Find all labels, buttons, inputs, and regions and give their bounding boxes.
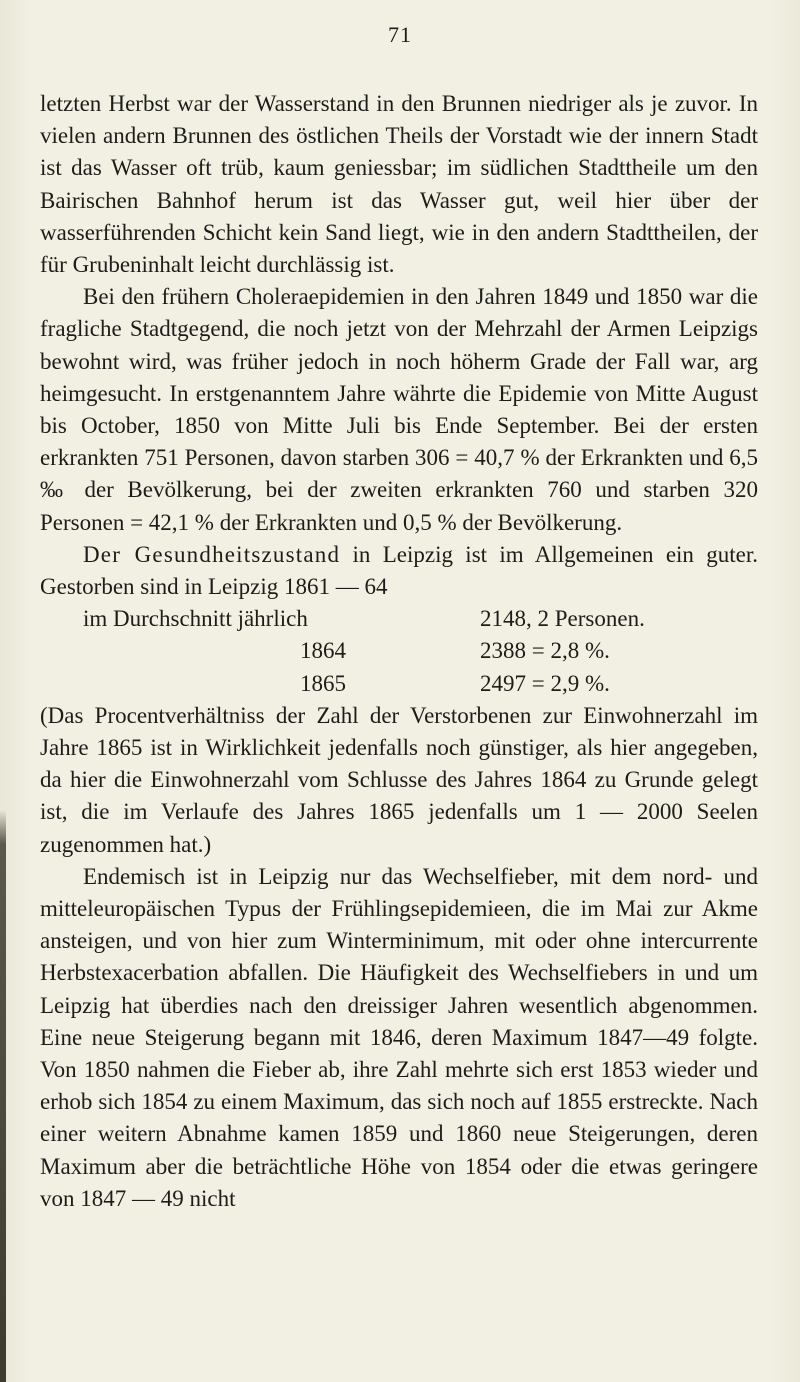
page-edge-shadow: [0, 810, 6, 1382]
mortality-row: [40, 603, 758, 635]
paragraph-note: (Das Procentverhältniss der Zahl der Verstorbenen zur Einwohnerzahl im Jahre 1865 ist in Wirklichkeit jedenfalls noch günstiger, als hier angegeben, da hier die Einwohnerzahl vom Schlusse des Jahres 1864 zu Grunde gelegt ist, die im Verlaufe des Jahres 1865 jedenfalls um 1 — 2000 Seelen zugenommen hat.): [40, 702, 758, 857]
paragraph-water: letzten Herbst war der Wasserstand in den Brunnen niedriger als je zuvor. In vielen andern Brunnen des östlichen Theils der Vorstadt wie der innern Stadt ist das Wasser oft trüb, kaum geniessbar; im südlichen Stadttheile um den Bairischen Bahnhof herum ist das Wasser gut, weil hier über der wasserführenden Schicht kein Sand liegt, wie in den andern Stadttheilen, der für Grubeninhalt leicht durchlässig ist.: [40, 91, 758, 278]
mortality-table: [40, 603, 758, 700]
paragraph-health: [40, 539, 758, 603]
mortality-label: im Durchschnitt jährlich: [83, 606, 308, 632]
mortality-value: 2497 = 2,9 %.: [480, 670, 610, 696]
mortality-row: [40, 668, 758, 700]
paragraph-cholera: Bei den frühern Choleraepidemien in den Jahren 1849 und 1850 war die fragliche Stadtgegend, die noch jetzt von der Mehrzahl der Armen Leipzigs bewohnt wird, was früher jedoch in noch höherm Grade der Fall war, arg heimgesucht. In erstgenanntem Jahre währte die Epidemie von Mitte August bis October, 1850 von Mitte Juli bis Ende September. Bei der ersten erkrankten 751 Personen, davon starben 306 = 40,7 % der Erkrankten und 6,5 ‰ der Bevölkerung, bei der zweiten erkrankten 760 und starben 320 Personen = 42,1 % der Erkrankten und 0,5 % der Bevölkerung.: [40, 284, 758, 535]
mortality-value: 2148, 2 Personen.: [480, 606, 645, 632]
mortality-year: 1865: [300, 670, 346, 696]
mortality-year: 1864: [300, 638, 346, 664]
mortality-value: 2388 = 2,8 %.: [480, 638, 610, 664]
mortality-row: [40, 635, 758, 667]
health-intro: in Leipzig ist im Allgemeinen ein guter. Gestorben sind in Leipzig 1861 — 64: [40, 541, 758, 600]
body-text: [40, 88, 758, 1215]
health-heading: Der Gesundheitszustand: [83, 541, 341, 567]
page-number: 71: [388, 22, 412, 47]
paragraph-fever: Endemisch ist in Leipzig nur das Wechselfieber, mit dem nord- und mitteleuropäischen Typus der Frühlingsepidemieen, die im Mai zur Akme ansteigen, und von hier zum Winterminimum, mit oder ohne intercurrente Herbstexacerbation abfallen. Die Häufigkeit des Wechselfiebers in und um Leipzig hat überdies nach den dreissiger Jahren wesentlich abgenommen. Eine neue Steigerung begann mit 1846, deren Maximum 1847—49 folgte. Von 1850 nahmen die Fieber ab, ihre Zahl mehrte sich erst 1853 wieder und erhob sich 1854 zu einem Maximum, das sich noch auf 1855 erstreckte. Nach einer weitern Abnahme kamen 1859 und 1860 neue Steigerungen, deren Maximum aber die beträchtliche Höhe von 1854 oder die etwas geringere von 1847 — 49 nicht: [40, 863, 758, 1211]
